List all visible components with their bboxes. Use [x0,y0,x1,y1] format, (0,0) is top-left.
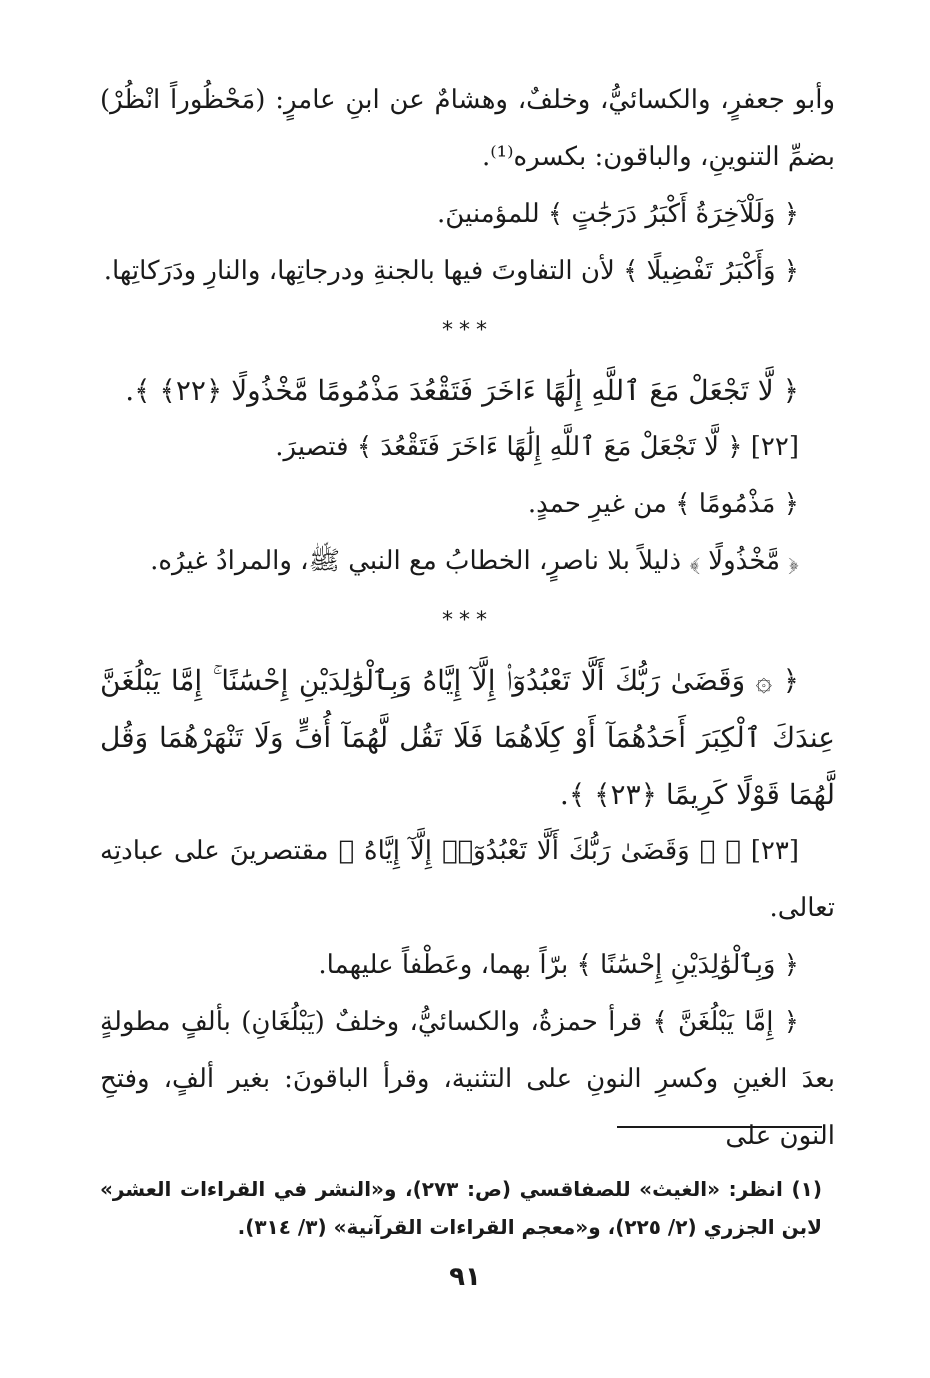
paragraph-qiraat-continuation: وأبو جعفرٍ، والكسائيُّ، وخلفٌ، وهشامٌ عن ابنِ عامرٍ: (مَحْظُوراً انْظُرْ) بضمِّ التنوينِ، والباقون: بكسره⁽¹⁾. [100,85,835,172]
footnote-divider [617,1126,822,1128]
section-separator: *** [442,608,493,633]
commentary-22-madhmum: ﴿ مَذْمُومًا ﴾ من غيرِ حمدٍ. [527,489,799,519]
main-text [100,72,835,1165]
commentary-23-ihsan: ﴿ وَبِٱلْوَٰلِدَيْنِ إِحْسَٰنًا ﴾ برّاً بهما، وعَطْفاً عليهما. [318,950,799,980]
paragraph-akbar-tafdila: ﴿ وَأَكْبَرُ تَفْضِيلًا ﴾ لأن التفاوتَ فيها بالجنةِ ودرجاتِها، والنارِ ودَرَكاتِها. [103,256,799,286]
commentary-23-qada: [٢٣] ﴿ ۞ وَقَضَىٰ رَبُّكَ أَلَّا تَعْبُدُوٓا۟ إِلَّآ إِيَّاهُ ﴾ مقتصرينَ على عبادتِه تعالى. [100,836,835,923]
verse-23: ﴿ ۞ وَقَضَىٰ رَبُّكَ أَلَّا تَعْبُدُوٓا۟ إِلَّآ إِيَّاهُ وَبِٱلْوَٰلِدَيْنِ إِحْسَٰنًا ۚ إِمَّا يَبْلُغَنَّ عِندَكَ ٱلْكِبَرَ أَحَدُهُمَآ أَوْ كِلَاهُمَا فَلَا تَقُل لَّهُمَآ أُفٍّ وَلَا تَنْهَرْهُمَا وَقُل لَّهُمَا قَوْلًا كَرِيمًا ﴿٢٣﴾ ﴾. [100,664,836,811]
footnote-1: (١) انظر: «الغيث» للصفاقسي (ص: ٢٧٣)، و«النشر في القراءات العشر» لابن الجزري (٢/ ٢٢٥)، و«معجم القراءات القرآنية» (٣/ ٣١٤). [100,1177,822,1239]
page-number: ٩١ [449,1262,481,1292]
commentary-22-tasir: [٢٢] ﴿ لَّا تَجْعَلْ مَعَ ٱللَّهِ إِلَٰهًا ءَاخَرَ فَتَقْعُدَ ﴾ فتصيرَ. [275,432,799,462]
paragraph-akhira-darajat: ﴿ وَلَلْآخِرَةُ أَكْبَرُ دَرَجَٰتٍ ﴾ للمؤمنينَ. [436,199,799,229]
commentary-23-yablughanna: ﴿ إِمَّا يَبْلُغَنَّ ﴾ قرأ حمزةُ، والكسائيُّ، وخلفٌ (يَبْلُغَانِ) بألفٍ مطولةٍ بعدَ الغينِ وكسرِ النونِ على التثنية، وقرأ الباقونَ: بغير ألفٍ، وفتحِ النون على [100,1007,835,1151]
commentary-22-makhdhul: ﴿ مَّخْذُولًا ﴾ ذليلاً بلا ناصرٍ، الخطابُ مع النبي ﷺ، والمرادُ غيرُه. [150,546,799,576]
verse-22: ﴿ لَّا تَجْعَلْ مَعَ ٱللَّهِ إِلَٰهًا ءَاخَرَ فَتَقْعُدَ مَذْمُومًا مَّخْذُولًا ﴿٢٢﴾ ﴾. [125,374,799,407]
section-separator: *** [442,318,493,343]
